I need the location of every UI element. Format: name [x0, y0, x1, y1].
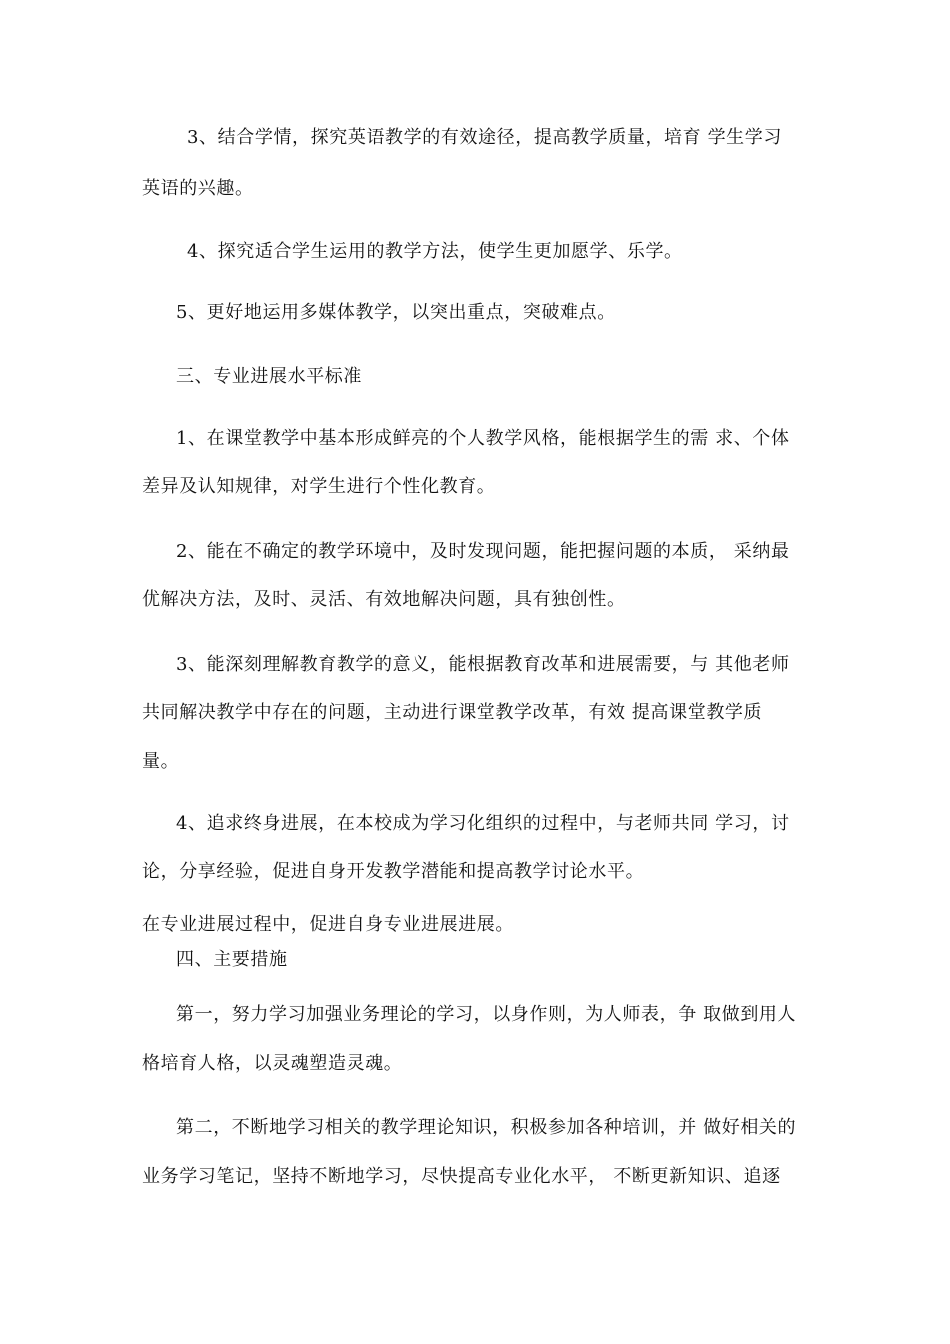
text-line: 格培育人格，以灵魂塑造灵魂。 [142, 1053, 403, 1074]
text-line: 业务学习笔记，坚持不断地学习，尽快提高专业化水平， 不断更新知识、追逐 [142, 1166, 781, 1187]
text-line: 在专业进展过程中，促进自身专业进展进展。 [142, 914, 514, 935]
text-line: 第二，不断地学习相关的教学理论知识，积极参加各种培训，并 做好相关的 [176, 1117, 797, 1138]
text-line: 4、追求终身进展，在本校成为学习化组织的过程中，与老师共同 学习，讨 [176, 813, 790, 834]
text-line: 共同解决教学中存在的问题，主动进行课堂教学改革，有效 提高课堂教学质 [142, 702, 763, 723]
section-heading: 三、专业进展水平标准 [176, 366, 362, 387]
text-line: 英语的兴趣。 [142, 178, 254, 199]
text-line: 3、结合学情，探究英语教学的有效途径，提高教学质量，培育 学生学习 [187, 127, 782, 148]
text-line: 第一，努力学习加强业务理论的学习，以身作则，为人师表，争 取做到用人 [176, 1004, 797, 1025]
text-line: 2、能在不确定的教学环境中，及时发现问题，能把握问题的本质， 采纳最 [176, 541, 790, 562]
text-line: 4、探究适合学生运用的教学方法，使学生更加愿学、乐学。 [187, 241, 683, 262]
text-line: 3、能深刻理解教育教学的意义，能根据教育改革和进展需要，与 其他老师 [176, 654, 790, 675]
text-line: 优解决方法，及时、灵活、有效地解决问题，具有独创性。 [142, 589, 626, 610]
text-line: 1、在课堂教学中基本形成鲜亮的个人教学风格，能根据学生的需 求、个体 [176, 428, 790, 449]
text-line: 差异及认知规律，对学生进行个性化教育。 [142, 476, 496, 497]
text-line: 量。 [142, 751, 180, 772]
section-heading: 四、主要措施 [176, 949, 288, 970]
text-line: 论，分享经验，促进自身开发教学潜能和提高教学讨论水平。 [142, 861, 645, 882]
text-line: 5、更好地运用多媒体教学，以突出重点，突破难点。 [176, 302, 616, 323]
